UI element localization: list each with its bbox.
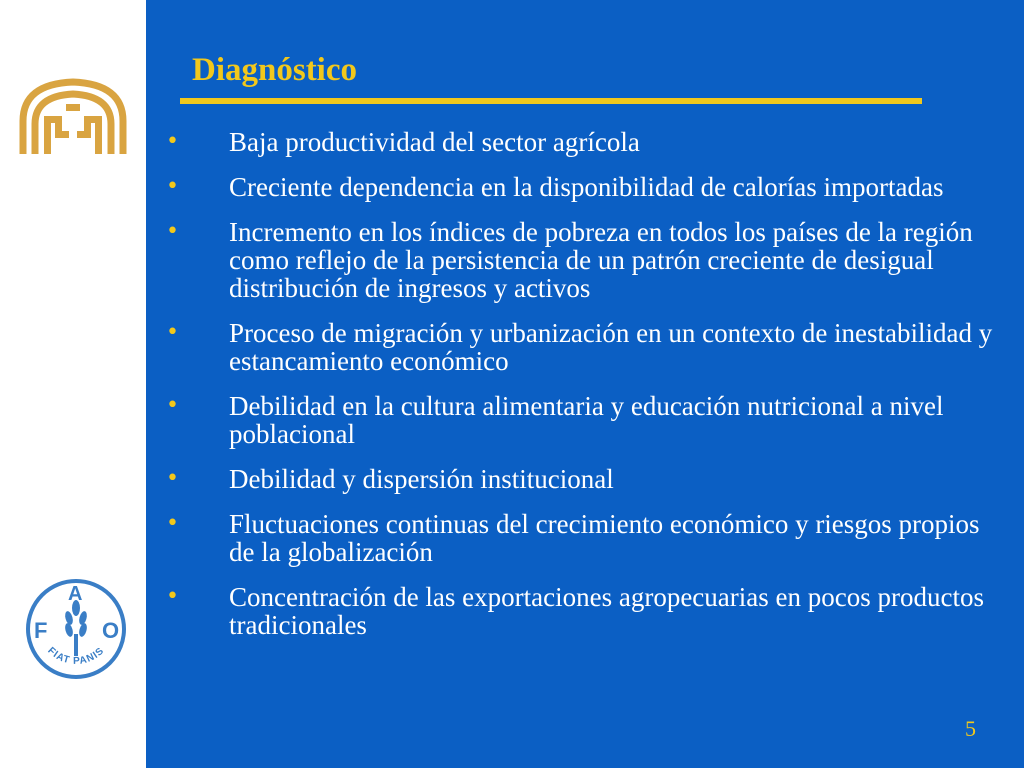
list-item — [160, 465, 1010, 493]
bullet-dot-icon: • — [166, 511, 179, 536]
bullet-text: Creciente dependencia en la disponibilidad de calorías importadas — [229, 172, 944, 202]
bullet-text: Debilidad en la cultura alimentaria y educación nutricional a nivel poblacional — [229, 391, 944, 449]
bullet-dot-icon: • — [166, 466, 179, 491]
bullet-text: Debilidad y dispersión institucional — [229, 464, 614, 494]
bullet-dot-icon: • — [166, 174, 179, 199]
fao-motto: FIAT PANIS — [45, 645, 107, 667]
list-item — [160, 319, 1010, 375]
fao-letter-o: O — [102, 618, 120, 643]
bullet-text: Concentración de las exportaciones agropecuarias en pocos productos tradicionales — [229, 582, 984, 640]
bullet-text: Fluctuaciones continuas del crecimiento económico y riesgos propios de la globalización — [229, 509, 980, 567]
fao-letter-a: A — [68, 583, 83, 605]
bullet-list — [160, 128, 1010, 656]
bullet-dot-icon: • — [166, 129, 179, 154]
slide-title: Diagnóstico — [192, 52, 357, 88]
bullet-text: Incremento en los índices de pobreza en todos los países de la región como reflejo de la persistencia de un patrón creciente de desigual distribución de ingresos y activos — [229, 217, 973, 303]
bullet-text: Proceso de migración y urbanización en un contexto de inestabilidad y estancamiento económico — [229, 318, 993, 376]
bullet-dot-icon: • — [166, 584, 179, 609]
list-item — [160, 173, 1010, 201]
logo-sidebar — [0, 0, 146, 768]
title-underline — [180, 98, 922, 104]
fao-letter-f: F — [34, 618, 48, 643]
bullet-dot-icon: • — [166, 219, 179, 244]
list-item — [160, 392, 1010, 448]
fao-logo-icon — [22, 578, 130, 680]
list-item — [160, 128, 1010, 156]
list-item — [160, 583, 1010, 639]
bullet-text: Baja productividad del sector agrícola — [229, 127, 640, 157]
bullet-dot-icon: • — [166, 393, 179, 418]
bullet-dot-icon: • — [166, 320, 179, 345]
list-item — [160, 218, 1010, 302]
page-number: 5 — [965, 716, 976, 741]
list-item — [160, 510, 1010, 566]
andean-arch-logo-icon — [18, 76, 128, 156]
